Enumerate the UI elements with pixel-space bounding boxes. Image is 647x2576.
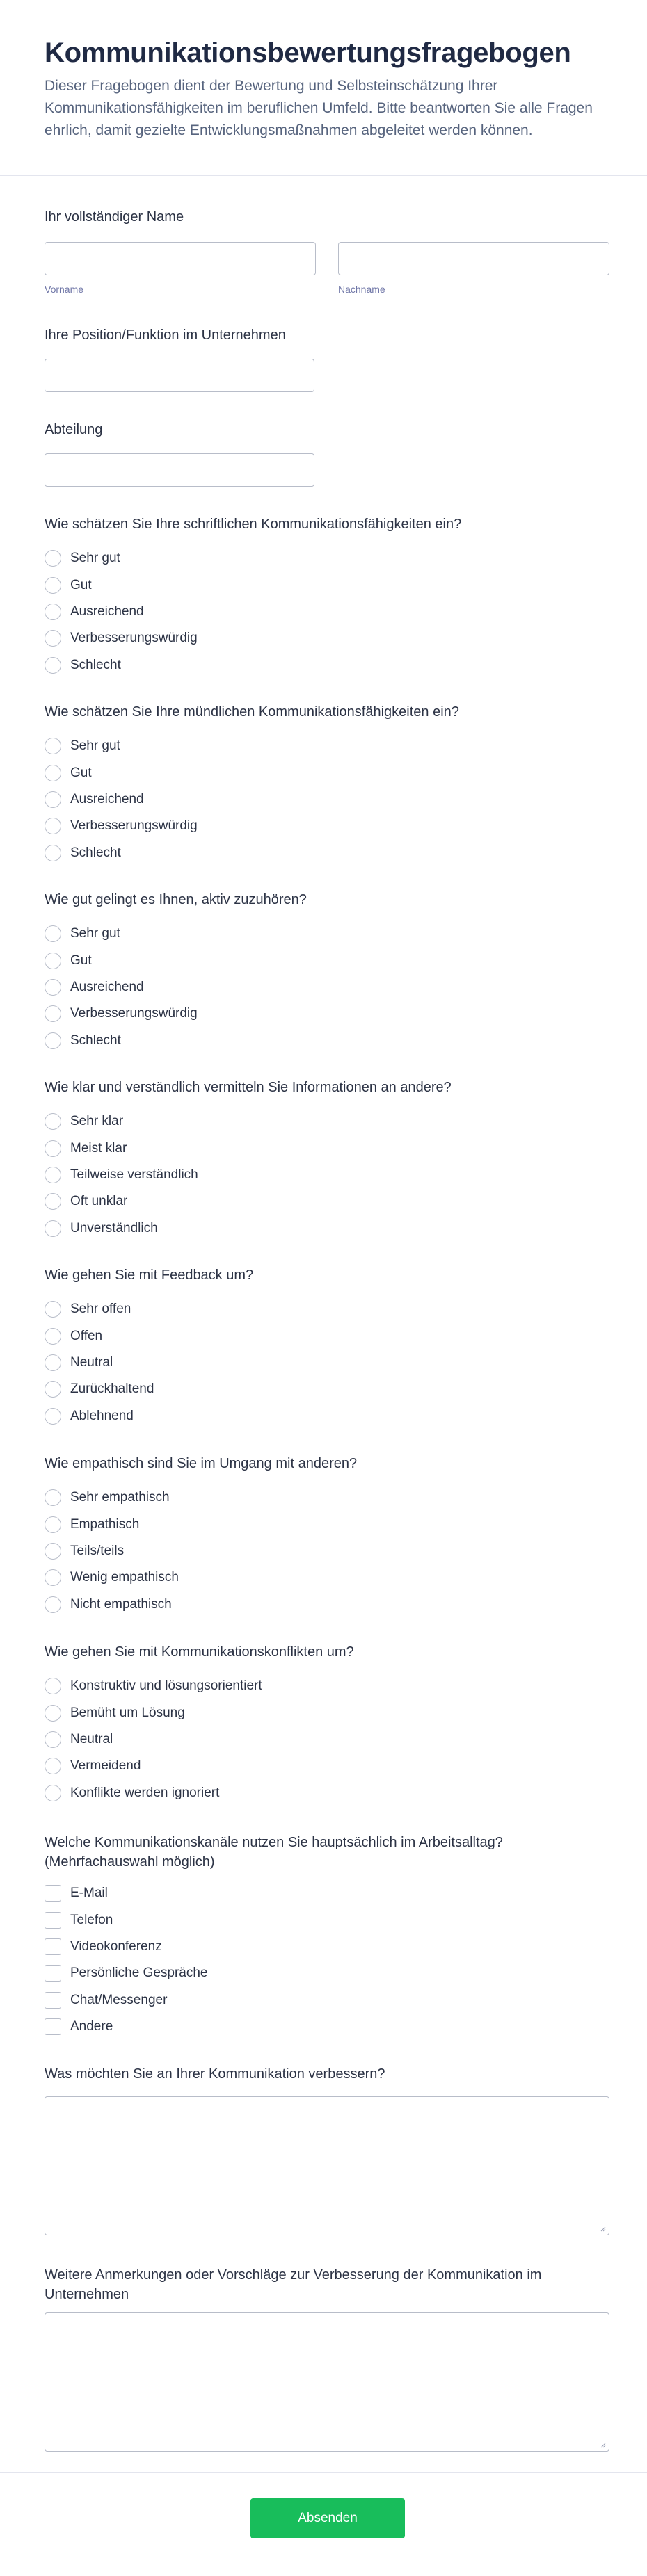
question-label: Wie schätzen Sie Ihre mündlichen Kommunikationsfähigkeiten ein? — [45, 704, 459, 720]
form-title: Kommunikationsbewertungsfragebogen — [45, 38, 571, 68]
radio-button[interactable] — [45, 1489, 61, 1506]
improve-field — [45, 2064, 609, 2235]
radio-option-label: Empathisch — [70, 1516, 140, 1532]
radio-option[interactable] — [45, 652, 609, 679]
radio-option-label: Oft unklar — [70, 1194, 128, 1209]
radio-option[interactable] — [45, 1001, 609, 1027]
radio-option[interactable] — [45, 1699, 609, 1726]
radio-option-label: Verbesserungswürdig — [70, 818, 198, 834]
first-name-input[interactable] — [45, 242, 316, 275]
channel-option[interactable]: Persönliche Gespräche — [45, 1960, 609, 1986]
radio-option-label: Verbesserungswürdig — [70, 1006, 198, 1021]
radio-option-label: Schlecht — [70, 845, 121, 860]
question-label: Wie gut gelingt es Ihnen, aktiv zuzuhören? — [45, 892, 307, 907]
radio-button[interactable] — [45, 1140, 61, 1157]
radio-button[interactable] — [45, 1408, 61, 1425]
radio-option-label: Ausreichend — [70, 979, 144, 994]
radio-button[interactable] — [45, 1705, 61, 1722]
radio-button[interactable] — [45, 550, 61, 567]
radio-option[interactable] — [45, 1726, 609, 1753]
remarks-field — [45, 2265, 609, 2452]
radio-option[interactable] — [45, 786, 609, 813]
checkbox[interactable] — [45, 1965, 61, 1982]
question-1 — [45, 515, 609, 679]
radio-option-label: Nicht empathisch — [70, 1596, 172, 1612]
last-name-sublabel: Nachname — [338, 284, 385, 295]
resize-handle-icon[interactable] — [599, 2441, 606, 2448]
form-footer — [0, 2472, 647, 2576]
radio-option[interactable] — [45, 840, 609, 866]
question-5 — [45, 1265, 609, 1429]
channel-option[interactable]: Videokonferenz — [45, 1934, 609, 1960]
question-6 — [45, 1454, 609, 1618]
radio-button[interactable] — [45, 925, 61, 942]
remarks-textarea[interactable] — [45, 2312, 609, 2452]
radio-button[interactable] — [45, 1113, 61, 1130]
radio-button[interactable] — [45, 1543, 61, 1560]
radio-option[interactable] — [45, 1403, 609, 1429]
radio-option[interactable] — [45, 1538, 609, 1564]
resize-handle-icon[interactable] — [599, 2225, 606, 2232]
remarks-label: Weitere Anmerkungen oder Vorschläge zur Verbesserung der Kommunikation im Unternehmen — [45, 2267, 542, 2302]
radio-option[interactable] — [45, 545, 609, 572]
radio-option-label: Gut — [70, 765, 92, 780]
radio-option[interactable] — [45, 1753, 609, 1779]
radio-option-label: Sehr gut — [70, 551, 120, 566]
question-2 — [45, 702, 609, 866]
question-3 — [45, 890, 609, 1054]
radio-option-label: Sehr empathisch — [70, 1490, 170, 1505]
radio-option-label: Gut — [70, 577, 92, 592]
channel-option[interactable]: Andere — [45, 2014, 609, 2040]
submit-button[interactable]: Absenden — [250, 2498, 405, 2538]
improve-label: Was möchten Sie an Ihrer Kommunikation verbessern? — [45, 2066, 385, 2082]
radio-option[interactable] — [45, 1162, 609, 1188]
radio-button[interactable] — [45, 1381, 61, 1398]
channel-option[interactable]: Chat/Messenger — [45, 1987, 609, 2014]
radio-option[interactable] — [45, 1591, 609, 1618]
radio-option-label: Bemüht um Lösung — [70, 1705, 185, 1720]
radio-option-label: Verbesserungswürdig — [70, 631, 198, 646]
radio-button[interactable] — [45, 791, 61, 808]
radio-option[interactable] — [45, 1564, 609, 1591]
radio-option-label: Ablehnend — [70, 1408, 134, 1423]
form-description: Dieser Fragebogen dient der Bewertung und Selbsteinschätzung Ihrer Kommunikationsfähigkeiten im beruflichen Umfeld. Bitte beantworten Sie alle Fragen ehrlich, damit gezielte Entwicklungsmaßnahmen abgeleitet werden können. — [45, 78, 593, 138]
radio-option[interactable] — [45, 813, 609, 839]
question-7 — [45, 1642, 609, 1806]
question-label: Wie klar und verständlich vermitteln Sie Informationen an andere? — [45, 1080, 452, 1095]
radio-option-label: Teils/teils — [70, 1543, 125, 1558]
radio-option[interactable] — [45, 572, 609, 598]
radio-option[interactable] — [45, 1376, 609, 1402]
radio-button[interactable] — [45, 1220, 61, 1237]
channels-label: Welche Kommunikationskanäle nutzen Sie hauptsächlich im Arbeitsalltag? (Mehrfachauswahl möglich) — [45, 1835, 503, 1870]
radio-button[interactable] — [45, 818, 61, 834]
radio-option-label: Vermeidend — [70, 1758, 141, 1774]
last-name-input[interactable] — [338, 242, 609, 275]
department-input[interactable] — [45, 453, 314, 487]
radio-option[interactable] — [45, 1780, 609, 1806]
radio-button[interactable] — [45, 577, 61, 594]
radio-option[interactable] — [45, 1296, 609, 1322]
radio-option[interactable] — [45, 1028, 609, 1054]
radio-button[interactable] — [45, 604, 61, 620]
radio-button[interactable] — [45, 1032, 61, 1049]
radio-option[interactable] — [45, 1108, 609, 1135]
checkbox[interactable] — [45, 2018, 61, 2035]
first-name-sublabel: Vorname — [45, 284, 84, 295]
checkbox[interactable] — [45, 1992, 61, 2009]
radio-option[interactable] — [45, 733, 609, 759]
radio-button[interactable] — [45, 1516, 61, 1533]
radio-option-label: Zurückhaltend — [70, 1382, 154, 1397]
radio-button[interactable] — [45, 1596, 61, 1613]
radio-option-label: Schlecht — [70, 657, 121, 672]
radio-option-label: Neutral — [70, 1731, 113, 1747]
radio-option-label: Ausreichend — [70, 791, 144, 807]
radio-option-label: Ausreichend — [70, 604, 144, 619]
radio-button[interactable] — [45, 1328, 61, 1345]
radio-option-label: Konflikte werden ignoriert — [70, 1785, 220, 1800]
radio-button[interactable] — [45, 1758, 61, 1774]
radio-button[interactable] — [45, 953, 61, 969]
radio-option[interactable] — [45, 921, 609, 947]
radio-option-label: Offen — [70, 1328, 103, 1343]
radio-option-label: Meist klar — [70, 1140, 127, 1156]
radio-button[interactable] — [45, 1193, 61, 1210]
radio-option-label: Sehr gut — [70, 738, 120, 754]
question-label: Wie gehen Sie mit Kommunikationskonflikten um? — [45, 1644, 354, 1660]
question-label: Wie schätzen Sie Ihre schriftlichen Kommunikationsfähigkeiten ein? — [45, 517, 462, 532]
radio-button[interactable] — [45, 1354, 61, 1371]
radio-option[interactable] — [45, 947, 609, 973]
radio-option-label: Wenig empathisch — [70, 1570, 179, 1585]
radio-button[interactable] — [45, 1569, 61, 1586]
question-label: Wie empathisch sind Sie im Umgang mit anderen? — [45, 1456, 358, 1471]
radio-button[interactable] — [45, 979, 61, 996]
radio-option[interactable] — [45, 1511, 609, 1537]
radio-button[interactable] — [45, 1005, 61, 1022]
channel-option[interactable]: Telefon — [45, 1906, 609, 1933]
channel-option[interactable]: E-Mail — [45, 1880, 609, 1906]
position-input[interactable] — [45, 359, 314, 392]
radio-option[interactable] — [45, 1350, 609, 1376]
department-label: Abteilung — [45, 422, 103, 437]
radio-option[interactable] — [45, 625, 609, 651]
radio-option[interactable] — [45, 759, 609, 786]
radio-option-label: Neutral — [70, 1354, 113, 1370]
form-header — [0, 0, 647, 176]
radio-option[interactable] — [45, 1673, 609, 1699]
radio-option-label: Gut — [70, 953, 92, 968]
radio-option-label: Sehr gut — [70, 926, 120, 941]
position-label: Ihre Position/Funktion im Unternehmen — [45, 327, 286, 343]
improve-textarea[interactable] — [45, 2096, 609, 2235]
full-name-label: Ihr vollständiger Name — [45, 209, 184, 225]
channels-field — [45, 1833, 609, 2040]
checkbox[interactable] — [45, 1938, 61, 1955]
radio-option[interactable] — [45, 1188, 609, 1215]
checkbox[interactable] — [45, 1912, 61, 1929]
radio-option-label: Schlecht — [70, 1032, 121, 1048]
radio-option[interactable] — [45, 1135, 609, 1161]
radio-button[interactable] — [45, 1167, 61, 1183]
radio-button[interactable] — [45, 657, 61, 674]
question-4 — [45, 1078, 609, 1242]
radio-button[interactable] — [45, 1301, 61, 1318]
radio-option-label: Teilweise verständlich — [70, 1167, 198, 1182]
radio-button[interactable] — [45, 738, 61, 754]
radio-button[interactable] — [45, 1785, 61, 1801]
radio-option[interactable] — [45, 1322, 609, 1349]
full-name-field — [45, 207, 609, 295]
radio-option[interactable] — [45, 599, 609, 625]
question-label: Wie gehen Sie mit Feedback um? — [45, 1267, 254, 1283]
radio-option-label: Konstruktiv und lösungsorientiert — [70, 1678, 262, 1694]
radio-button[interactable] — [45, 630, 61, 647]
department-field — [45, 420, 609, 487]
position-field — [45, 325, 609, 392]
radio-button[interactable] — [45, 1678, 61, 1694]
radio-button[interactable] — [45, 765, 61, 781]
radio-option[interactable] — [45, 1215, 609, 1242]
radio-button[interactable] — [45, 845, 61, 861]
radio-option[interactable] — [45, 1484, 609, 1511]
radio-option[interactable] — [45, 974, 609, 1001]
checkbox[interactable] — [45, 1885, 61, 1902]
radio-option-label: Unverständlich — [70, 1220, 158, 1236]
radio-button[interactable] — [45, 1731, 61, 1748]
radio-option-label: Sehr klar — [70, 1114, 124, 1129]
radio-option-label: Sehr offen — [70, 1302, 131, 1317]
